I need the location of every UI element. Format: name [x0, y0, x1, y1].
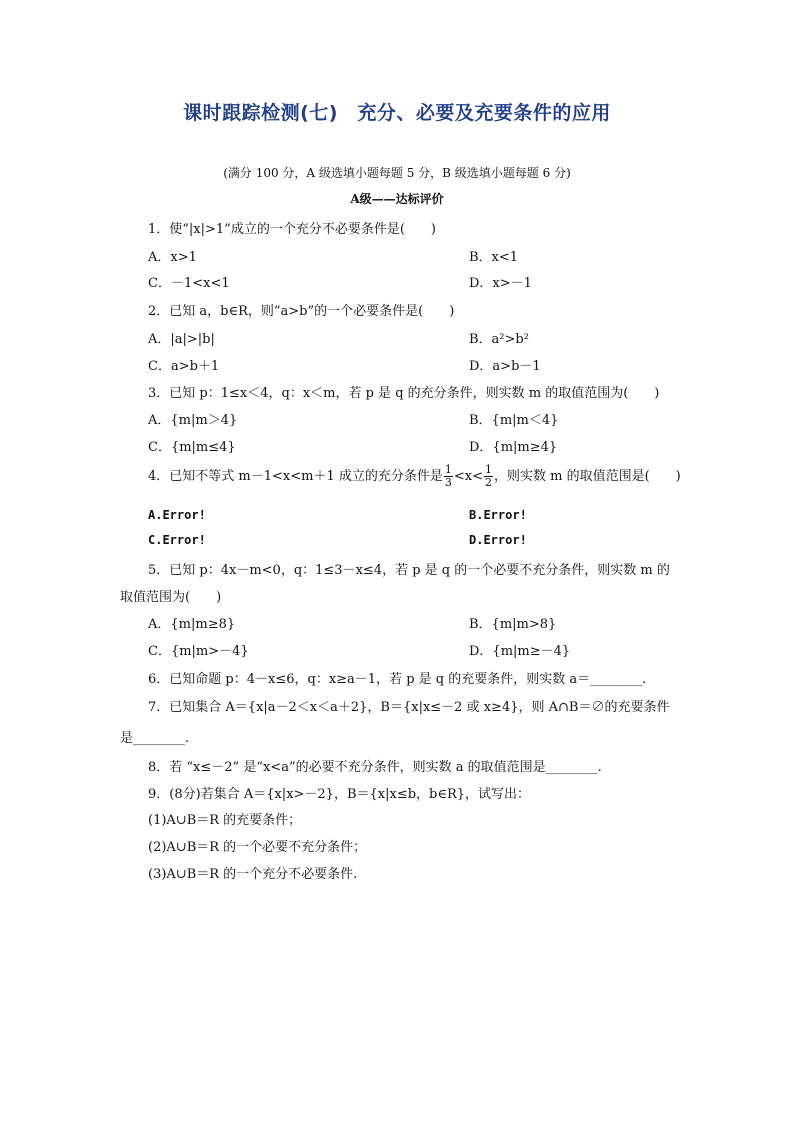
q2-option-a: A．|a|>|b| — [148, 332, 215, 347]
q3-option-a: A．{m|m＞4} — [148, 413, 238, 428]
q7-stem-line2: 是________. — [120, 731, 190, 746]
q9-part3: (3)A∪B＝R 的一个充分不必要条件. — [148, 867, 358, 882]
q4-inequality: <x< — [453, 469, 483, 484]
q5-option-d: D．{m|m≥－4} — [469, 644, 571, 659]
q3-option-d: D．{m|m≥4} — [469, 440, 558, 455]
section-a-heading: A级——达标评价 — [350, 192, 444, 206]
q4-fraction-upper: $\frac{1}{2}$ — [484, 463, 492, 489]
q1-option-b: B．x<1 — [469, 250, 519, 265]
q3-option-b: B．{m|m＜4} — [469, 413, 559, 428]
q9-stem: 9．(8分)若集合 A＝{x|x>－2}，B＝{x|x≤b，b∈R}，试写出： — [148, 787, 531, 802]
q8-stem: 8．若 “x≤－2” 是“x<a”的必要不充分条件，则实数 a 的取值范围是________. — [148, 760, 602, 775]
q4-stem — [148, 464, 681, 489]
q1-option-d: D．x>－1 — [469, 276, 532, 291]
q5-option-a: A．{m|m≥8} — [148, 617, 236, 632]
q9-part2: (2)A∪B＝R 的一个必要不充分条件； — [148, 840, 367, 855]
score-note: (满分 100 分，A 级选填小题每题 5 分，B 级选填小题每题 6 分) — [223, 166, 571, 180]
q2-option-d: D．a>b－1 — [469, 359, 541, 374]
q3-option-c: C．{m|m≤4} — [148, 440, 236, 455]
q4-option-d: D.Error! — [469, 533, 527, 547]
q5-option-b: B．{m|m>8} — [469, 617, 557, 632]
q5-option-c: C．{m|m>－4} — [148, 644, 249, 659]
q3-stem: 3．已知 p：1≤x＜4，q：x＜m，若 p 是 q 的充分条件，则实数 m 的取值范围为( ) — [148, 386, 660, 401]
q1-option-a: A．x>1 — [148, 250, 197, 265]
q1-option-c: C．－1<x<1 — [148, 276, 230, 291]
q5-stem-line2: 取值范围为( ) — [120, 590, 222, 605]
q5-stem-line1: 5．已知 p：4x－m<0，q：1≤3－x≤4，若 p 是 q 的一个必要不充分条件，则实数 m 的 — [148, 563, 670, 578]
q4-option-b: B.Error! — [469, 508, 527, 522]
q9-part1: (1)A∪B＝R 的充要条件； — [148, 813, 302, 828]
q4-fraction-lower: $\frac{1}{3}$ — [444, 463, 452, 489]
q6-stem: 6．已知命题 p：4－x≤6，q：x≥a－1，若 p 是 q 的充要条件，则实数 a＝________. — [148, 672, 647, 687]
q4-stem-start: 4．已知不等式 m－1<x<m＋1 成立的充分条件是 — [148, 469, 443, 484]
q2-stem: 2．已知 a，b∈R，则“a>b”的一个必要条件是( ) — [148, 304, 455, 319]
q1-stem: 1．使“|x|>1”成立的一个充分不必要条件是( ) — [148, 222, 436, 237]
q4-option-c: C.Error! — [148, 533, 206, 547]
q2-option-c: C．a>b＋1 — [148, 359, 220, 374]
q4-option-a: A.Error! — [148, 508, 206, 522]
q4-stem-end: ，则实数 m 的取值范围是( ) — [493, 469, 681, 484]
page-title: 课时跟踪检测(七) 充分、必要及充要条件的应用 — [183, 102, 611, 124]
q7-stem-line1: 7．已知集合 A＝{x|a－2＜x＜a＋2}，B＝{x|x≤－2 或 x≥4}，则 A∩B＝∅的充要条件 — [148, 700, 670, 715]
q2-option-b: B．a²>b² — [469, 332, 529, 347]
